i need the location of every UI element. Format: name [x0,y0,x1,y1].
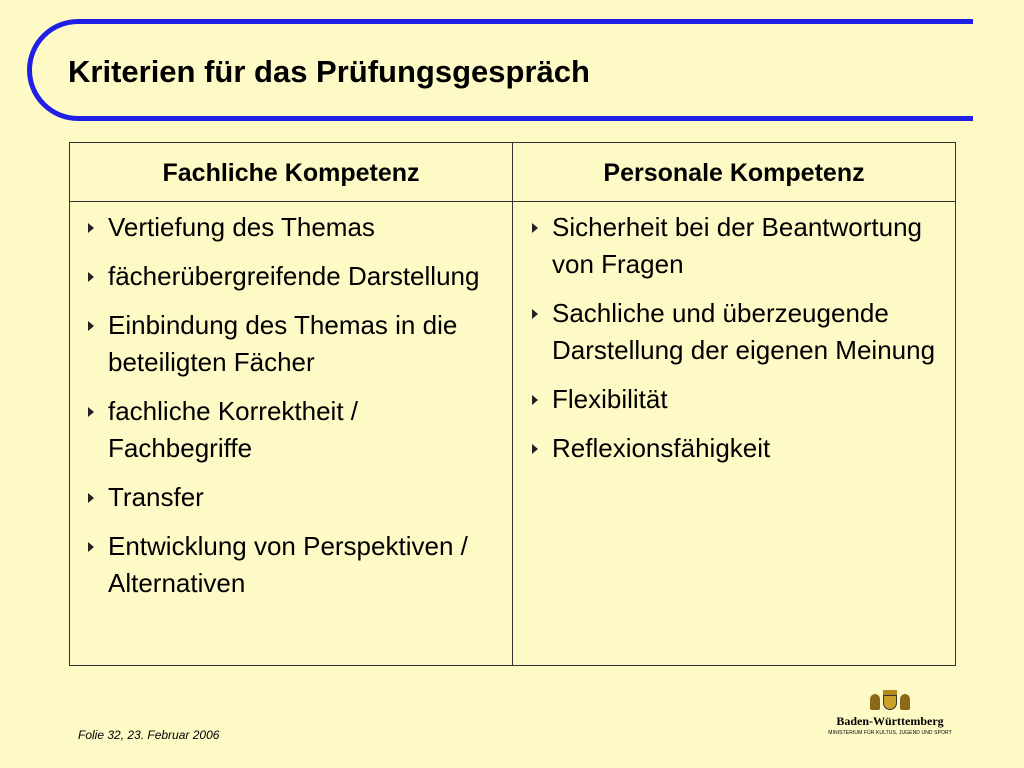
list-item-text: Sachliche und überzeugende Darstellung der eigenen Meinung [552,298,936,365]
triangle-bullet-icon [88,272,94,282]
list-item [86,479,506,516]
logo-subtitle: MINISTERIUM FÜR KULTUS, JUGEND UND SPORT [828,730,952,736]
triangle-bullet-icon [88,493,94,503]
list-item [530,295,950,369]
list-item [86,307,506,381]
list-item [530,430,950,467]
list-item [530,209,950,283]
ministry-logo [822,690,958,746]
triangle-bullet-icon [532,309,538,319]
list-item-text: Transfer [108,482,204,512]
list-item-text: Entwicklung von Perspektiven / Alternativen [108,531,468,598]
triangle-bullet-icon [88,321,94,331]
list-item-text: fachliche Korrektheit / Fachbegriffe [108,396,359,463]
personale-kompetenz-list [530,209,950,479]
baden-wuerttemberg-crest-icon [866,690,914,712]
slide-title: Kriterien für das Prüfungsgespräch [68,54,590,89]
list-item-text: Reflexionsfähigkeit [552,433,771,463]
triangle-bullet-icon [532,444,538,454]
slide-footer: Folie 32, 23. Februar 2006 [78,728,220,742]
column-header-fachliche-kompetenz: Fachliche Kompetenz [162,159,420,187]
triangle-bullet-icon [532,223,538,233]
fachliche-kompetenz-list [86,209,506,614]
column-header-personale-kompetenz: Personale Kompetenz [603,159,865,187]
triangle-bullet-icon [88,542,94,552]
list-item-text: fächerübergreifende Darstellung [108,261,480,291]
list-item [86,258,506,295]
list-item-text: Vertiefung des Themas [108,212,375,242]
triangle-bullet-icon [532,395,538,405]
triangle-bullet-icon [88,223,94,233]
logo-name: Baden-Württemberg [836,714,944,728]
list-item-text: Flexibilität [552,384,668,414]
criteria-table [69,142,956,666]
list-item [86,528,506,602]
list-item-text: Einbindung des Themas in die beteiligten Fächer [108,310,458,377]
list-item-text: Sicherheit bei der Beantwortung von Fragen [552,212,923,279]
column-divider [512,143,513,665]
list-item [86,209,506,246]
list-item [86,393,506,467]
triangle-bullet-icon [88,407,94,417]
list-item [530,381,950,418]
